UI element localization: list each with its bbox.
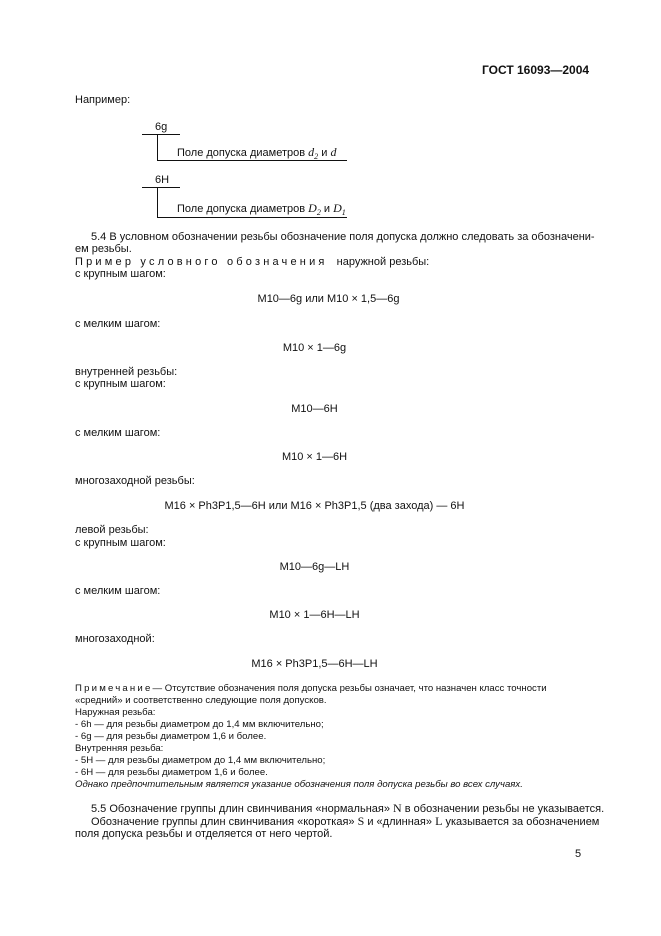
diagram-bottom-label-line — [177, 202, 346, 219]
int-fine-value: М10 × 1—6H — [281, 451, 348, 463]
diagram-top-sym2: d — [330, 145, 337, 159]
diagram-top-leader — [157, 135, 158, 161]
diagram-bottom-and: и — [323, 203, 331, 215]
page-number: 5 — [575, 848, 582, 860]
note-italic: Однако предпочтительным является указание обозначения поля допуска резьбы во всех случаях. — [75, 779, 523, 790]
left-fine-label: с мелким шагом: — [75, 585, 161, 597]
diagram-top-label: Поле допуска диаметров — [177, 147, 306, 159]
ext-coarse-label: с крупным шагом: — [75, 268, 166, 280]
int-coarse-label: с крупным шагом: — [75, 378, 166, 390]
diagram-top-sym1: d — [308, 145, 315, 159]
diagram-bottom-code: 6H — [155, 174, 170, 186]
note-ext-item2: - 6g — для резьбы диаметром 1,6 и более. — [75, 731, 267, 742]
diagram-top-code: 6g — [155, 121, 168, 133]
left-coarse-value: М10—6g—LH — [279, 561, 350, 573]
int-label: внутренней резьбы: — [75, 366, 178, 378]
diagram-top-label-line — [177, 146, 336, 163]
left-label: левой резьбы: — [75, 524, 149, 536]
diagram-bottom-sym2: D — [333, 201, 342, 215]
note-int-item1: - 5H — для резьбы диаметром до 1,4 мм включительно; — [75, 755, 326, 766]
example-heading-rest: наружной резьбы: — [336, 256, 430, 268]
section-5-4-line1: 5.4 В условном обозначении резьбы обозначение поля допуска должно следовать за обозначени- — [91, 231, 595, 243]
note-heading: Примечание — [75, 683, 153, 694]
section-5-5-line2 — [91, 815, 599, 829]
section-5-5-sym-s: S — [357, 814, 365, 828]
multi-label: многозаходной резьбы: — [75, 475, 195, 487]
left-multi-value: М16 × Ph3P1,5—6H—LH — [251, 658, 378, 670]
note-int-item2: - 6H — для резьбы диаметром 1,6 и более. — [75, 767, 268, 778]
diagram-bottom-underline — [142, 187, 180, 188]
section-5-5-line3: поля допуска резьбы и отделяется от него чертой. — [75, 828, 333, 840]
section-5-5-sym-n: N — [393, 801, 402, 815]
note-text1: — Отсутствие обозначения поля допуска резьбы означает, что назначен класс точности — [152, 683, 547, 694]
example-intro: Например: — [75, 94, 131, 106]
note-ext-item1: - 6h — для резьбы диаметром до 1,4 мм включительно; — [75, 719, 324, 730]
int-coarse-value: М10—6H — [291, 403, 338, 415]
section-5-5-sym-l: L — [435, 814, 443, 828]
diagram-bottom-sub1: 2 — [316, 208, 321, 217]
ext-fine-value: М10 × 1—6g — [282, 342, 347, 354]
section-5-5-line1b: в обозначении резьбы не указывается. — [404, 803, 605, 815]
left-coarse-label: с крупным шагом: — [75, 537, 166, 549]
example-heading-spaced: Пример условного обозначения — [75, 256, 328, 268]
note-line2: «средний» и соответственно следующие поля допусков. — [75, 695, 327, 706]
note-ext-heading: Наружная резьба: — [75, 707, 156, 718]
note-int-heading: Внутренняя резьба: — [75, 743, 164, 754]
diagram-top-sub1: 2 — [314, 152, 319, 161]
section-5-4-line2: ем резьбы. — [75, 243, 132, 255]
section-5-5-line2b: и «длинная» — [367, 816, 433, 828]
standard-number: ГОСТ 16093—2004 — [482, 63, 590, 77]
section-5-5-line1 — [91, 802, 604, 816]
diagram-top-underline — [142, 134, 180, 135]
ext-fine-label: с мелким шагом: — [75, 318, 161, 330]
left-multi-label: многозаходной: — [75, 633, 155, 645]
int-fine-label: с мелким шагом: — [75, 427, 161, 439]
diagram-bottom-label: Поле допуска диаметров — [177, 203, 306, 215]
section-5-5-line1a: 5.5 Обозначение группы длин свинчивания «нормальная» — [91, 803, 390, 815]
diagram-bottom-leader — [157, 188, 158, 218]
multi-value: М16 × Ph3P1,5—6H или М16 × Ph3P1,5 (два захода) — 6H — [164, 500, 465, 512]
section-5-5-line2c: указывается за обозначением — [445, 816, 600, 828]
diagram-bottom-sub2: 1 — [341, 208, 346, 217]
diagram-bottom-sym1: D — [308, 201, 317, 215]
section-5-5-line2a: Обозначение группы длин свинчивания «короткая» — [91, 816, 355, 828]
diagram-top-and: и — [321, 147, 328, 159]
ext-coarse-value: М10—6g или М10 × 1,5—6g — [257, 293, 400, 305]
note-line1 — [75, 683, 547, 694]
left-fine-value: М10 × 1—6H—LH — [269, 609, 360, 621]
